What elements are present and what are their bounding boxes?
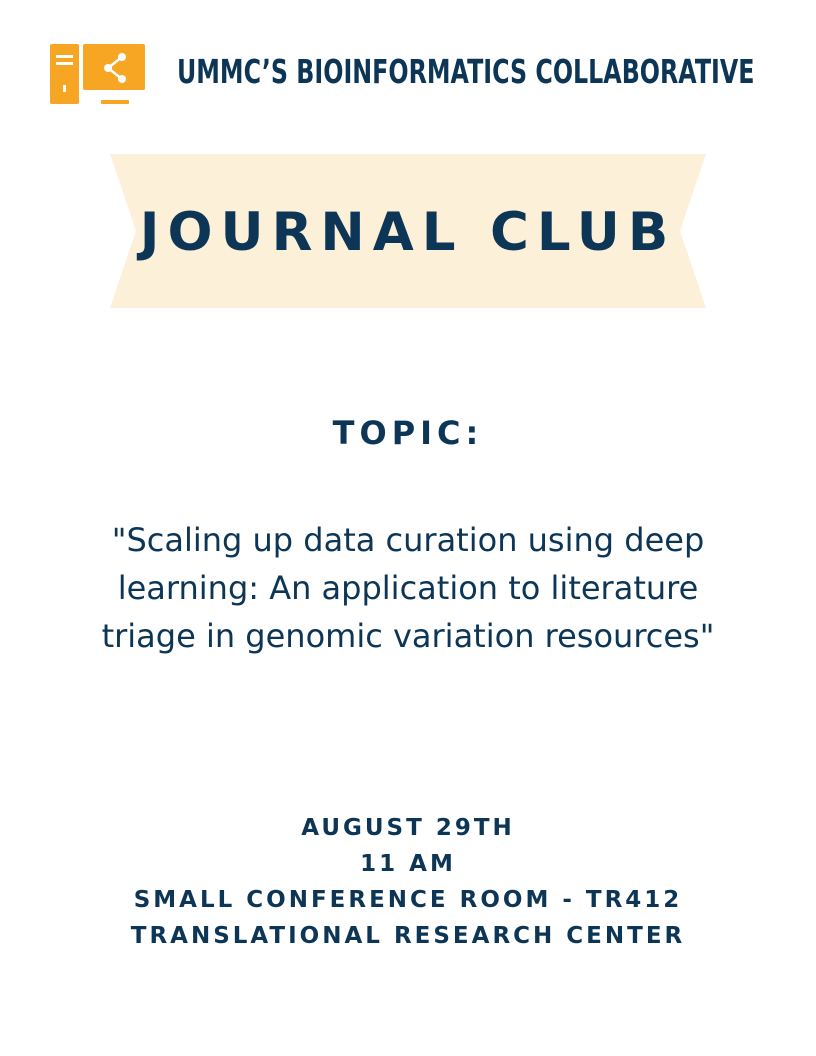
event-time: 11 AM (360, 851, 456, 877)
topic-title: "Scaling up data curation using deep learning: An application to literature triage in genomic variation resources" (101, 521, 715, 655)
topic-label: TOPIC: (332, 414, 484, 452)
event-details (0, 810, 816, 954)
journal-club-banner (110, 154, 706, 308)
header (50, 44, 770, 106)
page-title: JOURNAL CLUB (139, 202, 677, 263)
computer-share-icon (50, 44, 146, 106)
event-building: TRANSLATIONAL RESEARCH CENTER (130, 923, 686, 949)
event-date: AUGUST 29TH (301, 815, 515, 841)
event-room: SMALL CONFERENCE ROOM - TR412 (133, 887, 683, 913)
org-name: UMMC’S BIOINFORMATICS COLLABORATIVE (177, 52, 755, 91)
